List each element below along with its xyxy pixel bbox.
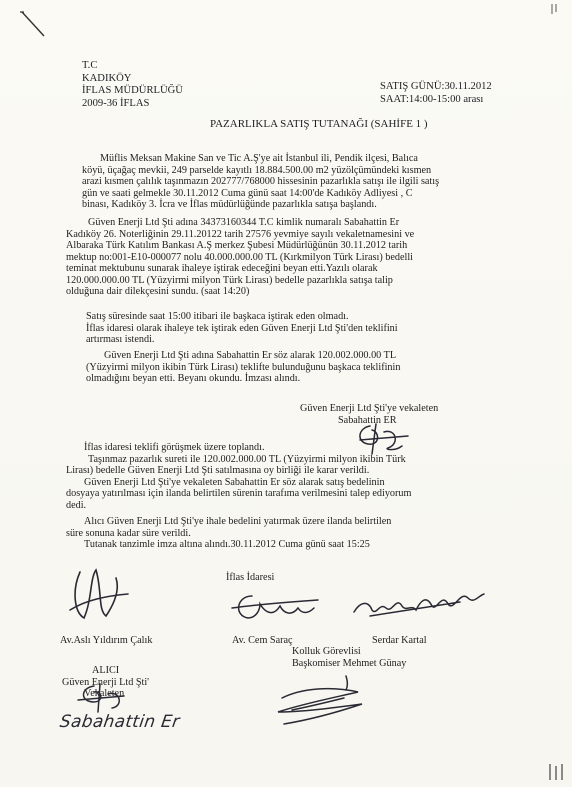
paragraph-4	[86, 350, 500, 385]
text-line: Albaraka Türk Katılım Bankası A.Ş merkez Şubesi Müdürlüğünün 30.11.2012 tarih	[66, 240, 408, 251]
header-iflas: İFLAS MÜDÜRLÜĞÜ	[82, 85, 183, 96]
text-line: süre sonuna kadar süre verildi.	[66, 527, 191, 539]
text-line: Kadıköy 26. Noterliğinin 29.11.20122 tarih 27576 yevmiye sayılı vekaletnamesini ve	[66, 228, 415, 240]
text-line: İflas idaresi olarak ihaleye tek iştirak eden Güven Enerji Ltd Şti'den teklifini	[86, 322, 398, 334]
text-line: köyü, üçağaç mevkii, 249 parselde kayıtlı 18.884.500.00 m2 yüzölçümündeki kısmen	[82, 164, 432, 176]
paragraph-1	[82, 153, 500, 211]
paragraph-2	[66, 217, 502, 298]
text-line: Güven Enerji Ltd Şti'ye vekaleten Sabahattin Er söz alarak satış bedelinin	[84, 476, 385, 488]
header-tc: T.C	[82, 60, 98, 71]
handwritten-signature-av-cem	[230, 590, 320, 624]
police-name: Başkomiser Mehmet Günay	[292, 657, 407, 669]
text-line: 120.000.000.00 TL (Yüzyirmi milyon Türk Lirası) bedelle pazarlıkla satışa talip	[66, 274, 393, 286]
buyer-company: Güven Enerji Ltd Şti'	[62, 676, 150, 688]
text-line: Lirası) bedelle Güven Enerji Ltd Şti satılmasına oy birliği ile karar verildi.	[66, 465, 370, 476]
handwritten-signature-police	[262, 668, 382, 730]
text-line: mektup no:001-E10-000077 nolu 40.000.000.00 TL (Kırkmilyon Türk Lirası) bedelli	[66, 251, 413, 263]
buyer-handwritten-name: Sabahattin Er	[58, 712, 181, 732]
signature-role: Güven Enerji Ltd Şti'ye vekaleten	[300, 403, 439, 414]
text-line: olmadığını beyan etti. Beyanı okundu. İmzası alındı.	[86, 373, 301, 384]
header-file-no: 2009-36 İFLAS	[82, 97, 150, 109]
paragraph-6	[66, 516, 502, 551]
bottom-marks	[540, 760, 570, 784]
text-line: Satış süresinde saat 15:00 itibari ile başkaca iştirak eden olmadı.	[86, 311, 349, 322]
sale-time: SAAT:14:00-15:00 arası	[380, 93, 484, 105]
corner-marks	[0, 0, 572, 60]
text-line: dosyaya yatırılması için ilanda belirtilen sürenin tarafıma verilmesini talep ediyorum	[66, 488, 412, 499]
signature-person: Sabahattin ER	[338, 414, 397, 426]
header-kadikoy: KADIKÖY	[82, 72, 132, 84]
iflas-idaresi-label: İflas İdaresi	[226, 572, 275, 583]
police-title: Kolluk Görevlisi	[292, 646, 361, 657]
text-line: olduğuna dair dilekçesini sundu. (saat 14:20)	[66, 286, 250, 297]
text-line: Alıcı Güven Enerji Ltd Şti'ye ihale bedelini yatırmak üzere ilanda belirtilen	[84, 516, 392, 527]
text-line: Müflis Meksan Makine San ve Tic A.Ş'ye ait İstanbul ili, Pendik ilçesi, Balıca	[100, 153, 418, 164]
buyer-vekaleten: Vekaleten	[84, 688, 125, 700]
police-block	[292, 646, 406, 669]
buyer-label: ALICI	[92, 665, 120, 676]
text-line: binası, Kadıköy 3. İcra ve İflas müdürlüğünde pazarlıkla satışa başlandı.	[82, 199, 377, 210]
header-right	[380, 81, 492, 106]
document-title: PAZARLIKLA SATIŞ TUTANAĞI (SAHİFE 1 )	[210, 118, 428, 130]
signatory-serdar: Serdar Kartal	[372, 635, 427, 646]
text-line: Taşınmaz pazarlık sureti ile 120.002.000.00 TL (Yüzyirmi milyon ikibin Türk	[88, 453, 406, 465]
text-line: dedi.	[66, 499, 87, 511]
text-line: (Yüzyirmi milyon ikibin Türk Lirası) teklifte bulunduğunu başkaca teklifinin	[86, 361, 401, 373]
paragraph-3	[86, 311, 500, 346]
text-line: gün ve saati gelmekle 30.11.2012 Cuma günü saat 14:00'de Kadıköy Adliyesi , C	[82, 187, 413, 199]
signatory-av-asli: Av.Aslı Yıldırım Çalık	[60, 635, 153, 646]
handwritten-signature-serdar	[350, 582, 490, 624]
handwritten-signature-av-asli	[62, 560, 142, 630]
text-line: arazi kısmen çalılık taşınmazın 202777/768000 hissesinin pazarlıkla satışı ile ilgili satış	[82, 176, 440, 187]
paragraph-5	[66, 442, 502, 511]
text-line: Güven Enerji Ltd Şti adına Sabahattin Er söz alarak 120.002.000.00 TL	[104, 350, 397, 361]
text-line: İflas idaresi teklifi görüşmek üzere toplandı.	[84, 442, 265, 453]
text-line: artırması istendi.	[86, 334, 155, 345]
text-line: Tutanak tanzimle imza altına alındı.30.11.2012 Cuma günü saat 15:25	[84, 539, 370, 550]
signatory-av-cem: Av. Cem Saraç	[232, 635, 293, 646]
header-left	[82, 60, 183, 110]
sale-date: SATIŞ GÜNÜ:30.11.2012	[380, 81, 492, 92]
handwritten-signature-buyer	[72, 680, 132, 716]
text-line: teminat mektubunu sunarak ihaleye iştirak edeceğini beyan etti.Yazılı olarak	[66, 263, 378, 274]
text-line: Güven Enerji Ltd Şti adına 34373160344 T.C kimlik numaralı Sabahattin Er	[88, 217, 400, 228]
